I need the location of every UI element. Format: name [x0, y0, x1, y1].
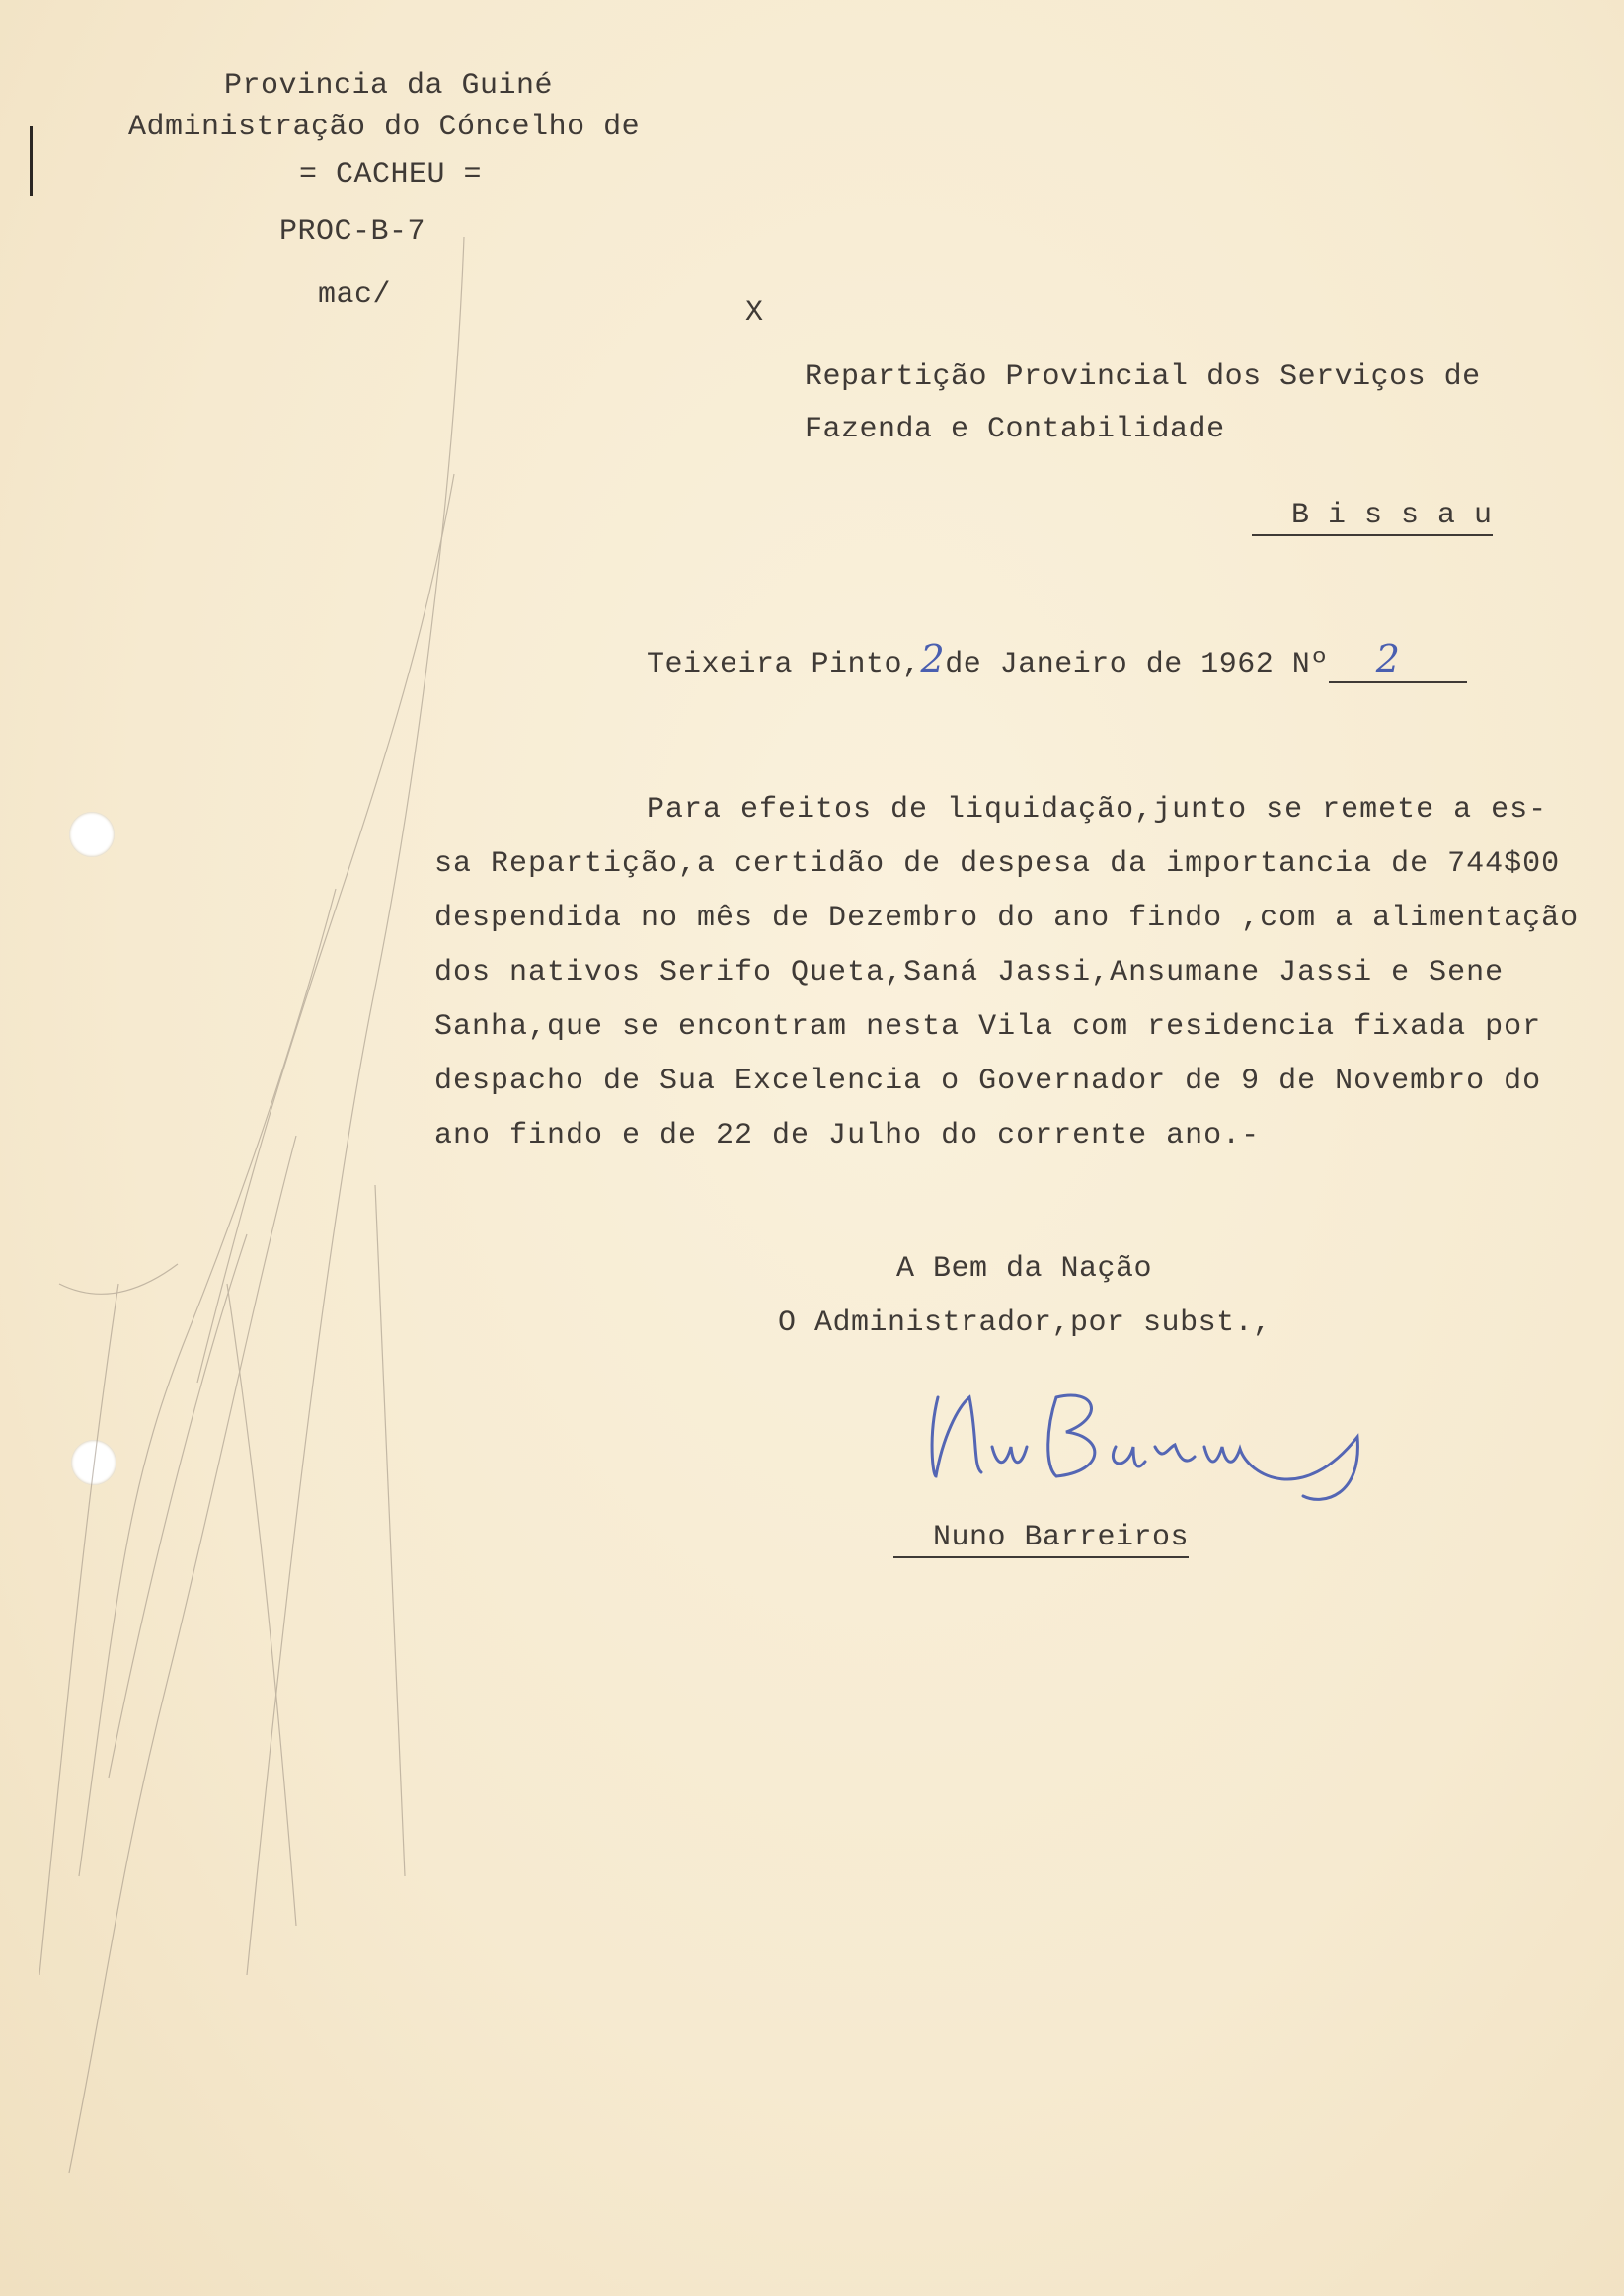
dateline-rest: de Janeiro de 1962 Nº	[945, 648, 1329, 681]
body-line-3: despendida no mês de Dezembro do ano findo ,com a alimentação	[434, 902, 1580, 935]
dateline-day-handwritten: 2	[920, 637, 946, 680]
closing-title: O Administrador,por subst.,	[778, 1306, 1272, 1340]
addressee-line-1: Repartição Provincial dos Serviços de	[805, 360, 1481, 394]
body-line-5: Sanha,que se encontram nesta Vila com residencia fixada por	[434, 1010, 1542, 1044]
header-council: = CACHEU =	[299, 158, 483, 192]
addressee-city: B i s s a u	[1252, 499, 1493, 536]
signature-handwritten	[908, 1378, 1382, 1536]
dateline-number-field	[1329, 637, 1467, 683]
dateline	[647, 637, 1467, 683]
header-province: Provincia da Guiné	[224, 69, 554, 103]
body-line-4: dos nativos Serifo Queta,Saná Jassi,Ansumane Jassi e Sene	[434, 956, 1505, 990]
dateline-place: Teixeira Pinto,	[647, 648, 921, 681]
header-initials: mac/	[318, 278, 392, 312]
dateline-number-handwritten: 2	[1375, 637, 1401, 680]
header-proc-reference: PROC-B-7	[279, 215, 426, 249]
addressee-mark: X	[745, 296, 764, 330]
body-line-7: ano findo e de 22 de Julho do corrente ano.-	[434, 1119, 1261, 1152]
header-administration: Administração do Cóncelho de	[128, 111, 641, 144]
signer-name: Nuno Barreiros	[893, 1521, 1189, 1558]
closing-salutation: A Bem da Nação	[896, 1252, 1153, 1286]
addressee-line-2: Fazenda e Contabilidade	[805, 413, 1225, 446]
body-line-2: sa Repartição,a certidão de despesa da importancia de 744$00	[434, 847, 1561, 881]
body-line-6: despacho de Sua Excelencia o Governador de 9 de Novembro do	[434, 1065, 1542, 1098]
body-line-1: Para efeitos de liquidação,junto se remete a es-	[647, 793, 1548, 827]
